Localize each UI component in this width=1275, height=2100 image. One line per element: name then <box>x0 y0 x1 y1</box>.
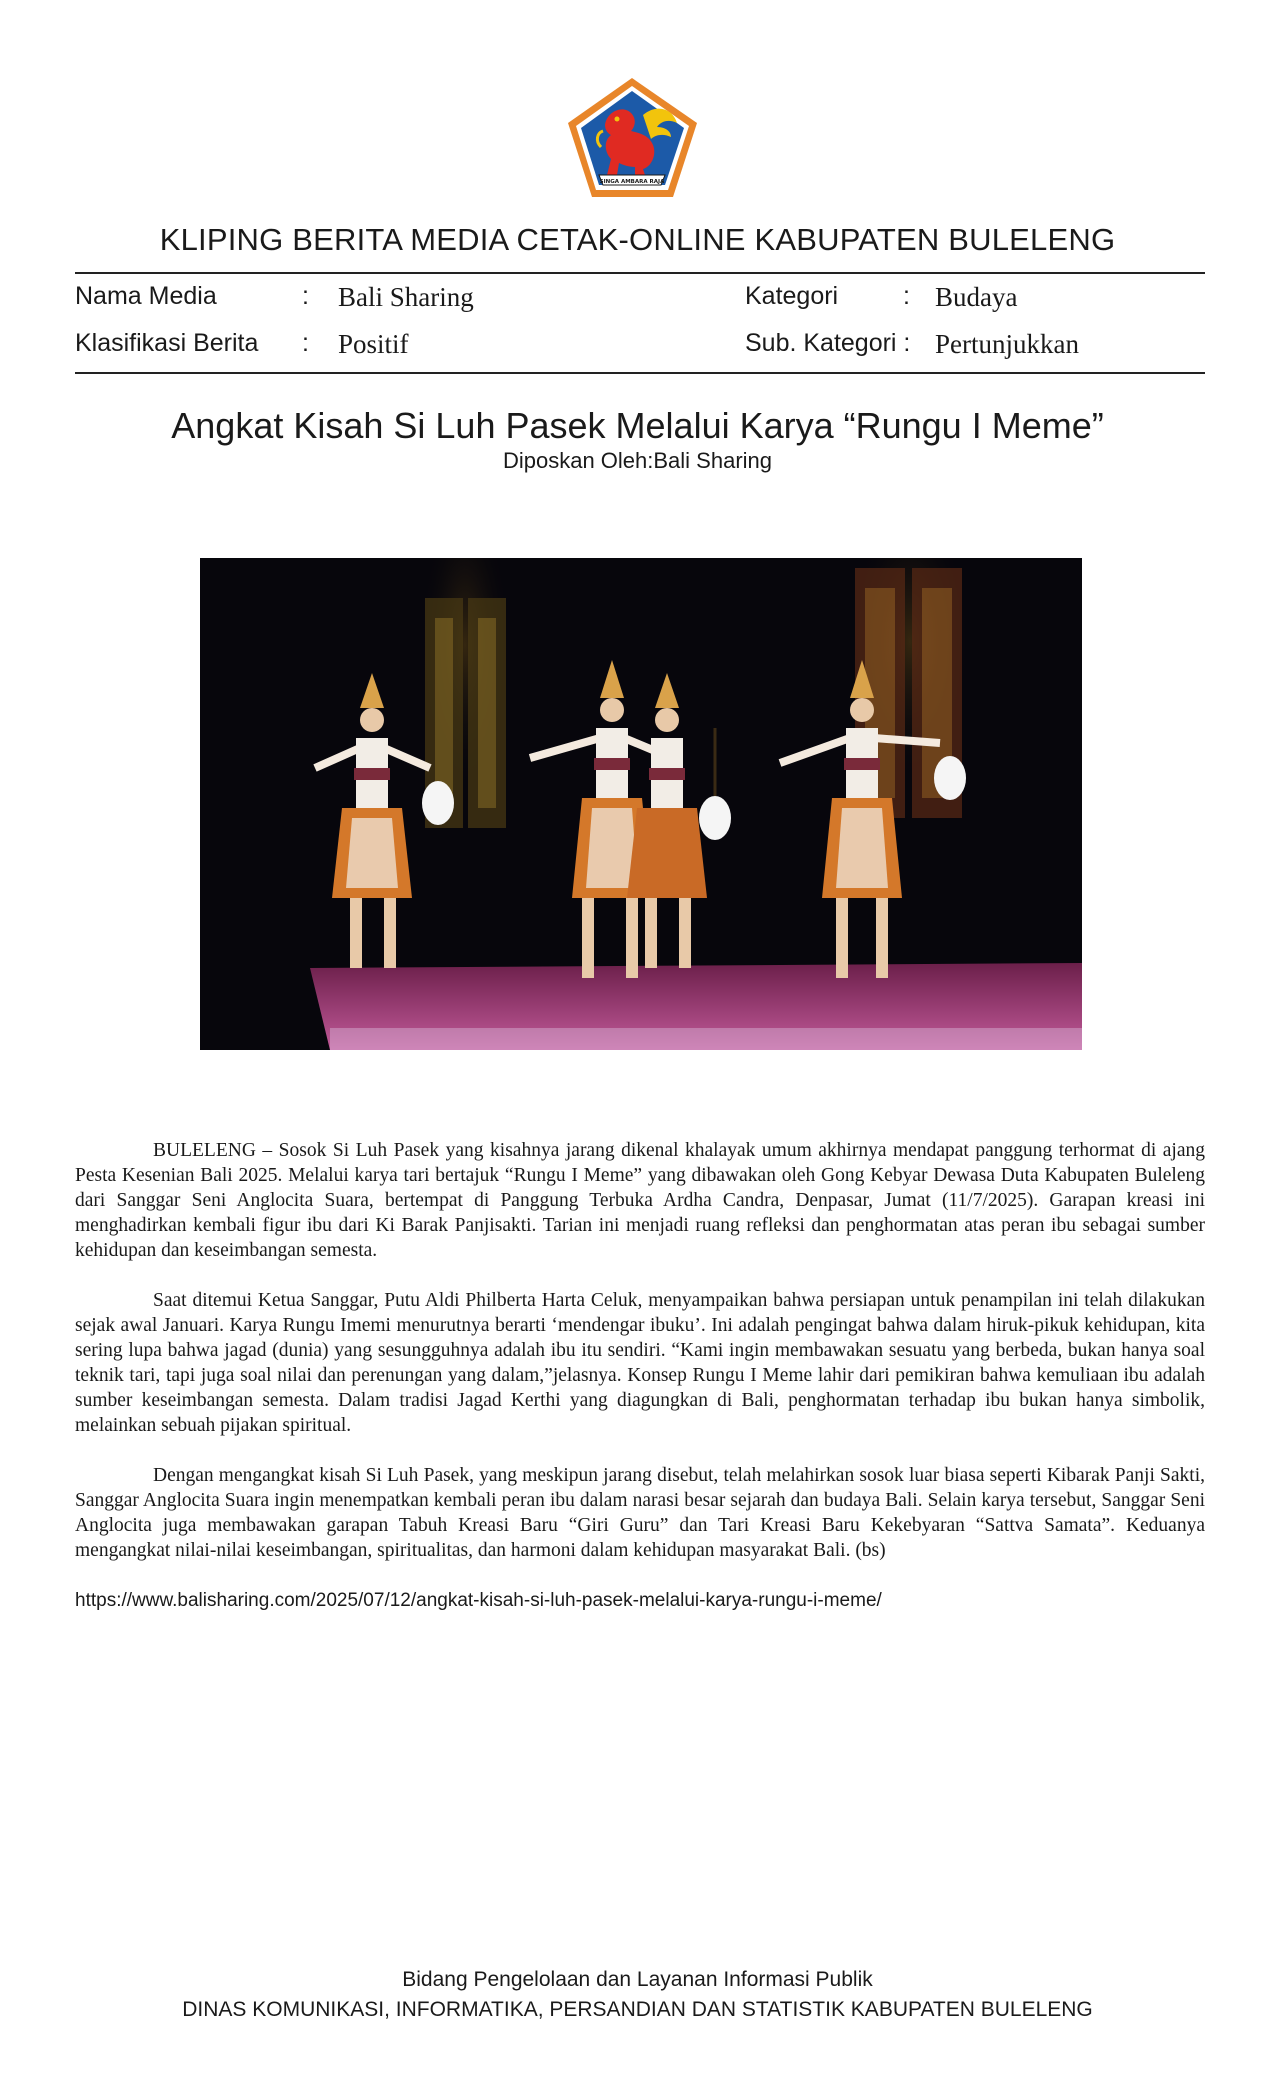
article-paragraph-1: BULELENG – Sosok Si Luh Pasek yang kisahnya jarang dikenal khalayak umum akhirnya mendapat panggung terhormat di ajang Pesta Kesenian Bali 2025. Melalui karya tari bertajuk “Rungu I Meme” yang dibawakan oleh Gong Kebyar Dewasa Duta Kabupaten Buleleng dari Sanggar Seni Anglocita Suara, bertempat di Panggung Terbuka Ardha Candra, Denpasar, Jumat (11/7/2025). Garapan kreasi ini menghadirkan kembali figur ibu dari Ki Barak Panjisakti. Tarian ini menjadi ruang refleksi dan penghormatan atas peran ibu sebagai sumber kehidupan dan keseimbangan semesta. <box>75 1140 1205 1261</box>
article-body <box>75 1138 1205 1588</box>
lion-emblem-icon <box>565 75 700 200</box>
klasifikasi-colon: : <box>302 329 309 357</box>
masthead-title: KLIPING BERITA MEDIA CETAK-ONLINE KABUPATEN BULELENG <box>159 222 1116 257</box>
kategori-value: Budaya <box>935 282 1018 312</box>
article-title: Angkat Kisah Si Luh Pasek Melalui Karya “Rungu I Meme” <box>171 405 1104 446</box>
article-byline: Diposkan Oleh:Bali Sharing <box>502 448 773 473</box>
article-photo <box>200 558 1082 1050</box>
klasifikasi-label: Klasifikasi Berita <box>75 329 259 357</box>
logo-motto-text: SINGA AMBARA RAJA <box>599 179 665 185</box>
header-rule-top <box>75 272 1205 274</box>
nama-media-label: Nama Media <box>75 282 217 310</box>
kategori-colon: : <box>903 282 910 310</box>
sub-kategori-label: Sub. Kategori : <box>745 329 911 357</box>
article-paragraph-3: Dengan mengangkat kisah Si Luh Pasek, yang meskipun jarang disebut, telah melahirkan sosok luar biasa seperti Kibarak Panji Sakti, Sanggar Anglocita Suara ingin menempatkan kembali peran ibu dalam narasi besar sejarah dan budaya Bali. Selain karya tersebut, Sanggar Seni Anglocita juga membawakan garapan Tabuh Kreasi Baru “Giri Guru” dan Tari Kreasi Baru Kekebyaran “Sattva Samata”. Keduanya mengangkat nilai-nilai keseimbangan, spiritualitas, dan harmoni dalam kehidupan masyarakat Bali. (bs) <box>75 1465 1205 1561</box>
buleleng-logo <box>565 75 700 200</box>
article-paragraph-2: Saat ditemui Ketua Sanggar, Putu Aldi Philberta Harta Celuk, menyampaikan bahwa persiapan untuk penampilan ini telah dilakukan sejak awal Januari. Karya Rungu Imemi menurutnya berarti ‘mendengar ibuku’. Ini adalah pengingat bahwa dalam hiruk-pikuk kehidupan, kita sering lupa bahwa jagad (dunia) yang sesungguhnya adalah ibu itu sendiri. “Kami ingin membawakan sesuatu yang berbeda, bukan hanya soal teknik tari, tapi juga soal nilai dan perenungan yang dalam,”jelasnya. Konsep Rungu I Meme lahir dari pemikiran bahwa kemuliaan ibu adalah sumber keseimbangan semesta. Dalam tradisi Jagad Kerthi yang diagungkan di Bali, penghormatan terhadap ibu bukan hanya simbolik, melainkan sebuah pijakan spiritual. <box>75 1290 1205 1436</box>
header-rule-bottom <box>75 372 1205 374</box>
kategori-label: Kategori <box>745 282 839 310</box>
nama-media-colon: : <box>302 282 309 310</box>
footer-agency: DINAS KOMUNIKASI, INFORMATIKA, PERSANDIAN DAN STATISTIK KABUPATEN BULELENG <box>182 1998 1093 2021</box>
footer-department: Bidang Pengelolaan dan Layanan Informasi Publik <box>402 1968 873 1991</box>
nama-media-value: Bali Sharing <box>338 282 474 312</box>
sub-kategori-value: Pertunjukkan <box>935 329 1079 359</box>
source-url-link[interactable]: https://www.balisharing.com/2025/07/12/angkat-kisah-si-luh-pasek-melalui-karya-rungu-i-meme/ <box>75 1590 882 1611</box>
klasifikasi-value: Positif <box>338 329 409 359</box>
